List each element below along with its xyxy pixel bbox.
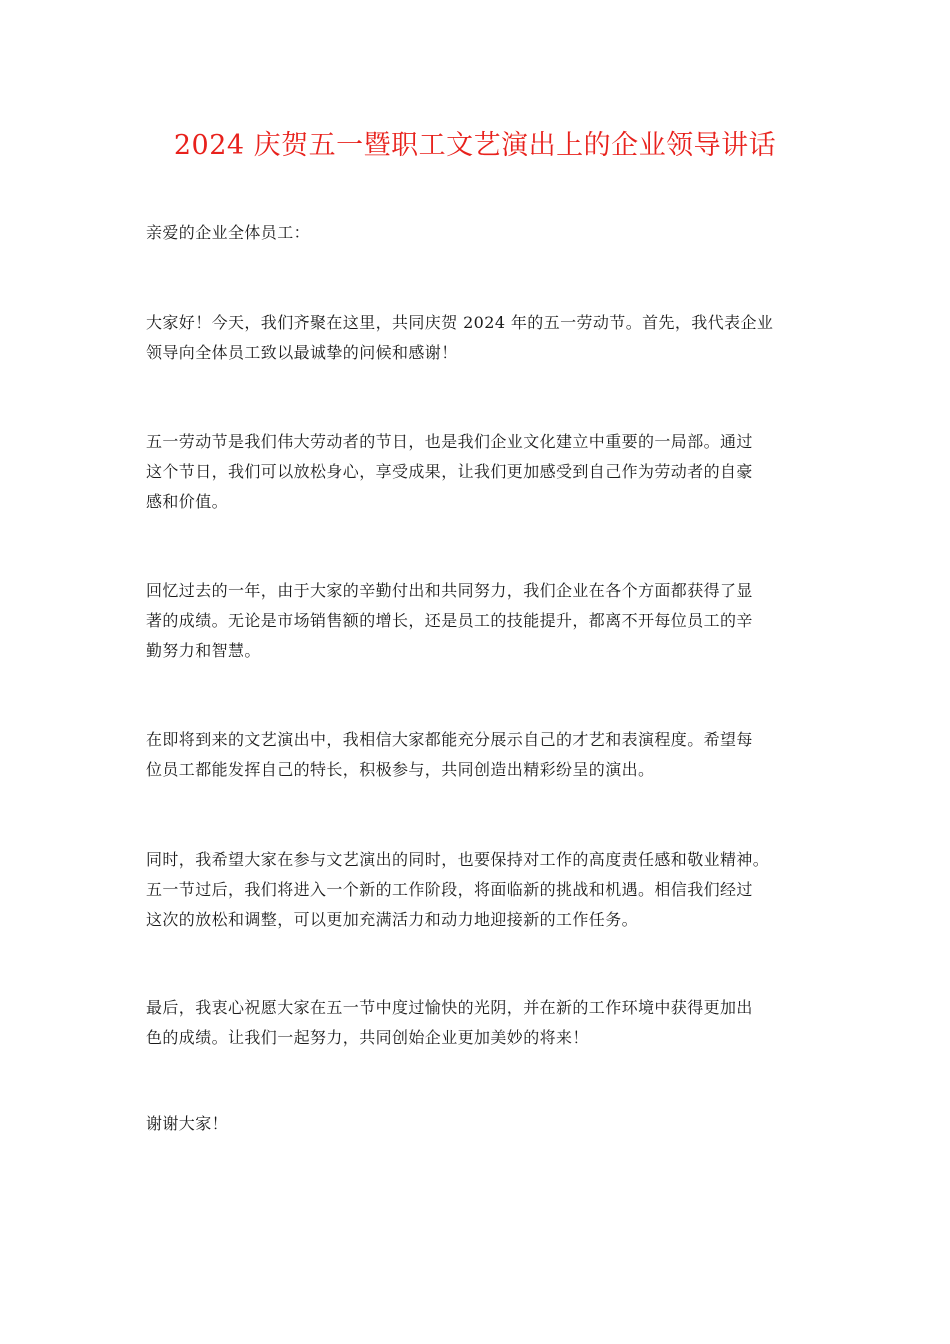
paragraph-line: 这个节日，我们可以放松身心，享受成果，让我们更加感受到自己作为劳动者的自豪	[146, 462, 753, 481]
salutation: 亲爱的企业全体员工：	[146, 223, 311, 242]
paragraph-line: 色的成绩。让我们一起努力，共同创始企业更加美妙的将来！	[146, 1028, 589, 1047]
paragraph-line: 位员工都能发挥自己的特长，积极参与，共同创造出精彩纷呈的演出。	[146, 760, 655, 779]
paragraph-responsibility	[146, 845, 836, 935]
paragraph-line: 勤努力和智慧。	[146, 641, 261, 660]
paragraph-line: 同时，我希望大家在参与文艺演出的同时，也要保持对工作的高度责任感和敬业精神。	[146, 850, 770, 869]
paragraph-review	[146, 576, 836, 666]
document-body	[146, 218, 836, 1196]
paragraph-line: 领导向全体员工致以最诚挚的问候和感谢！	[146, 343, 458, 362]
paragraph-line: 著的成绩。无论是市场销售额的增长，还是员工的技能提升，都离不开每位员工的辛	[146, 611, 753, 630]
paragraph-labor-day	[146, 427, 836, 517]
paragraph-line: 这次的放松和调整，可以更加充满活力和动力地迎接新的工作任务。	[146, 910, 639, 929]
closing: 谢谢大家！	[146, 1114, 229, 1133]
paragraph-wishes	[146, 993, 836, 1053]
paragraph-greeting	[146, 308, 836, 368]
paragraph-line: 感和价值。	[146, 492, 229, 511]
paragraph-line: 五一劳动节是我们伟大劳动者的节日，也是我们企业文化建立中重要的一局部。通过	[146, 432, 753, 451]
paragraph-line: 最后，我衷心祝愿大家在五一节中度过愉快的光阴，并在新的工作环境中获得更加出	[146, 998, 753, 1017]
paragraph-line: 大家好！今天，我们齐聚在这里，共同庆贺 2024 年的五一劳动节。首先，我代表企业	[146, 313, 774, 332]
paragraph-line: 回忆过去的一年，由于大家的辛勤付出和共同努力，我们企业在各个方面都获得了显	[146, 581, 753, 600]
document-title: 2024 庆贺五一暨职工文艺演出上的企业领导讲话	[173, 130, 777, 161]
paragraph-line: 五一节过后，我们将进入一个新的工作阶段，将面临新的挑战和机遇。相信我们经过	[146, 880, 753, 899]
paragraph-line: 在即将到来的文艺演出中，我相信大家都能充分展示自己的才艺和表演程度。希望每	[146, 730, 753, 749]
paragraph-performance	[146, 725, 836, 785]
